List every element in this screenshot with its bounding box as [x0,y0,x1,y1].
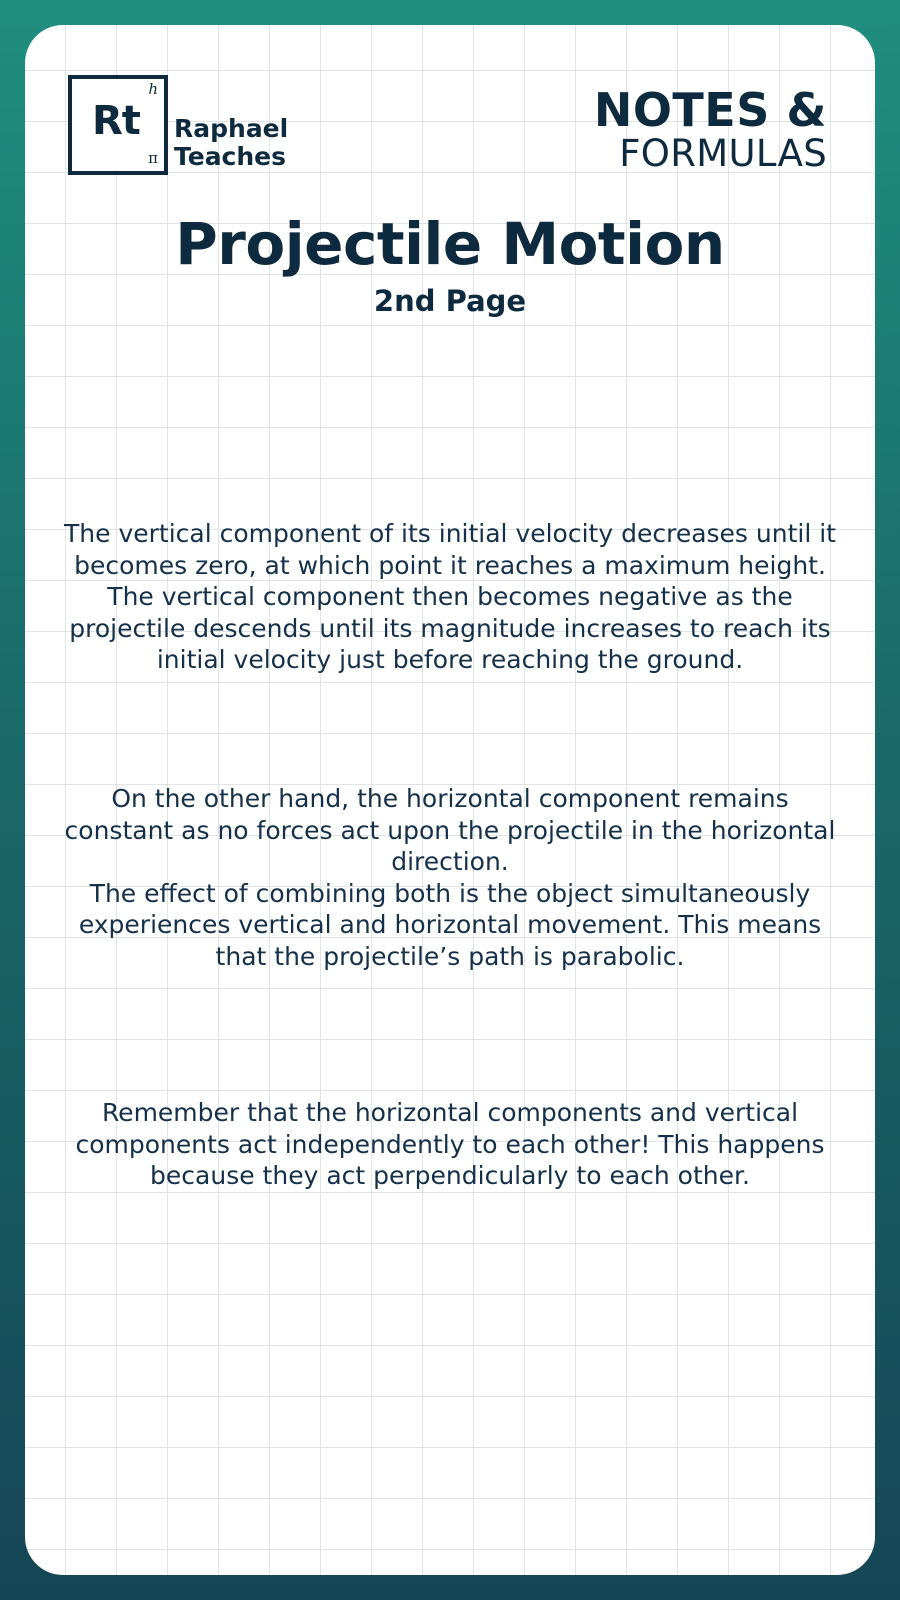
logo-mark-text: Rt [92,98,140,144]
badge-line1: NOTES & [593,83,827,137]
paragraph-parabolic-path: The effect of combining both is the object simultaneously experiences vertical and horizontal movement. This means that the projectile’s path is parabolic. [78,878,822,971]
logo-subscript: π [148,149,158,167]
brand-logo [68,75,368,175]
page-title: Projectile Motion [175,210,725,278]
paragraph-independence-reminder: Remember that the horizontal components and vertical components act independently to each other! This happens because they act perpendicularly to each other. [75,1098,825,1190]
logo-mark [68,75,168,175]
brand-name [174,115,288,171]
notes-formulas-badge [593,83,827,175]
brand-name-line2: Teaches [174,142,287,171]
paragraph-horizontal-component [55,783,845,972]
notes-card [25,25,875,1575]
page-subtitle: 2nd Page [373,284,527,318]
logo-superscript: h [148,80,158,98]
badge-line2: FORMULAS [619,132,827,175]
paragraph-horizontal-constant: On the other hand, the horizontal component remains constant as no forces act upon the projectile in the horizontal direction. [64,784,836,876]
brand-name-line1: Raphael [174,114,289,143]
paragraph-vertical-component: The vertical component of its initial velocity decreases until it becomes zero, at which point it reaches a maximum height. The vertical component then becomes negative as the projectile descends until its magnitude increases to reach its initial velocity just before reaching the ground. [64,519,836,674]
